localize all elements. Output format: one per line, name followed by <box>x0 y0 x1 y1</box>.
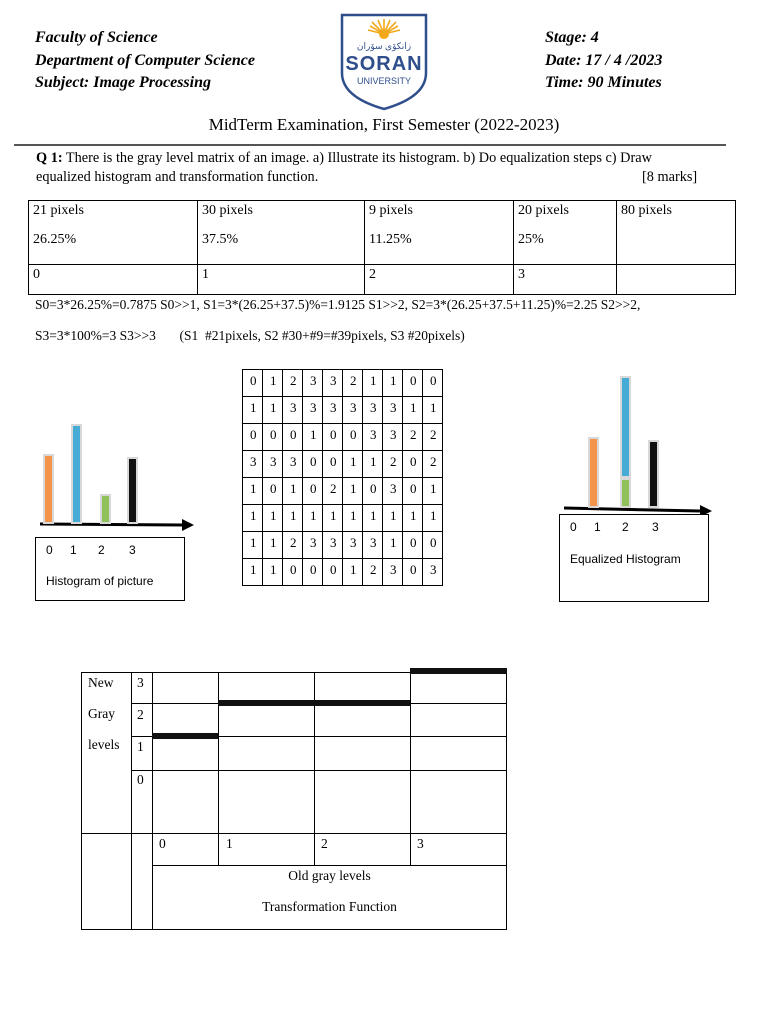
matrix-cell: 3 <box>383 478 403 505</box>
header-left <box>35 27 255 95</box>
matrix-cell: 1 <box>343 559 363 586</box>
histogram-bar-0 <box>43 454 54 524</box>
matrix-cell: 3 <box>363 532 383 559</box>
x-axis-title: Old gray levels <box>288 868 371 883</box>
matrix-cell: 1 <box>243 559 263 586</box>
matrix-cell: 3 <box>383 397 403 424</box>
matrix-cell: 0 <box>403 532 423 559</box>
transformation-caption: Transformation Function <box>262 899 397 914</box>
equalized-caption: Equalized Histogram <box>570 552 681 566</box>
histogram-table <box>28 200 736 295</box>
gray-level-matrix <box>242 369 443 586</box>
matrix-cell: 0 <box>263 424 283 451</box>
header-right <box>545 27 662 95</box>
matrix-cell: 3 <box>323 397 343 424</box>
matrix-cell: 3 <box>363 424 383 451</box>
stage-line: Stage: 4 <box>545 29 599 46</box>
matrix-cell: 2 <box>423 424 443 451</box>
matrix-cell: 2 <box>423 451 443 478</box>
y-title-new: New <box>88 675 114 690</box>
matrix-row <box>243 478 443 505</box>
matrix-cell: 0 <box>283 424 303 451</box>
transformation-function <box>81 672 507 930</box>
transformation-segment-1 <box>218 700 314 706</box>
x-level-0: 0 <box>159 836 166 851</box>
matrix-cell: 2 <box>383 451 403 478</box>
matrix-row <box>243 532 443 559</box>
matrix-cell: 1 <box>263 559 283 586</box>
title-divider <box>14 144 726 146</box>
y-level-1: 1 <box>137 739 144 754</box>
calc-line-2: S3=3*100%=3 S3>>3 (S1 #21pixels, S2 #30+#9=#39pixels, S3 #20pixels) <box>35 328 465 343</box>
equalized-bar-1 <box>588 437 599 508</box>
matrix-cell: 0 <box>303 559 323 586</box>
table-cell: 2 <box>365 265 514 295</box>
matrix-cell: 1 <box>383 370 403 397</box>
matrix-cell: 3 <box>283 451 303 478</box>
matrix-cell: 1 <box>423 478 443 505</box>
x-level-2: 2 <box>321 836 328 851</box>
matrix-cell: 3 <box>343 532 363 559</box>
matrix-cell: 1 <box>243 532 263 559</box>
matrix-cell: 3 <box>383 559 403 586</box>
y-level-0: 0 <box>137 772 144 787</box>
question-line2: equalized histogram and transformation function. <box>36 169 319 185</box>
equalized-bar-3 <box>648 440 659 508</box>
matrix-cell: 1 <box>263 370 283 397</box>
y-level-3: 3 <box>137 675 144 690</box>
matrix-cell: 0 <box>323 424 343 451</box>
exam-title: MidTerm Examination, First Semester (2022-2023) <box>208 115 560 134</box>
matrix-cell: 1 <box>403 505 423 532</box>
date-line: Date: 17 / 4 /2023 <box>545 51 663 69</box>
subject-line: Subject: Image Processing <box>35 74 211 91</box>
matrix-cell: 1 <box>243 505 263 532</box>
matrix-cell: 2 <box>403 424 423 451</box>
university-logo <box>339 13 429 111</box>
matrix-cell: 2 <box>323 478 343 505</box>
table-cell: 30 pixels 37.5% <box>198 201 365 265</box>
matrix-cell: 0 <box>303 478 323 505</box>
matrix-cell: 1 <box>303 505 323 532</box>
matrix-cell: 1 <box>263 397 283 424</box>
matrix-cell: 3 <box>303 370 323 397</box>
matrix-cell: 0 <box>403 451 423 478</box>
table-cell: 0 <box>29 265 198 295</box>
table-cell <box>617 265 736 295</box>
matrix-cell: 1 <box>263 505 283 532</box>
table-cell: 3 <box>514 265 617 295</box>
table-cell: 80 pixels <box>617 201 736 265</box>
matrix-cell: 1 <box>363 451 383 478</box>
transformation-segment-3 <box>410 668 507 674</box>
matrix-cell: 3 <box>303 532 323 559</box>
matrix-cell: 3 <box>283 397 303 424</box>
matrix-cell: 0 <box>343 424 363 451</box>
matrix-cell: 1 <box>423 397 443 424</box>
matrix-cell: 0 <box>403 370 423 397</box>
y-title-levels: levels <box>88 737 120 752</box>
matrix-cell: 1 <box>343 451 363 478</box>
table-row <box>29 201 736 265</box>
transformation-segment-0 <box>152 733 218 739</box>
equalized-bar-2-upper <box>620 376 631 478</box>
matrix-row <box>243 505 443 532</box>
table-row <box>29 265 736 295</box>
question-label: Q 1: <box>36 150 63 166</box>
logo-subname: UNIVERSITY <box>356 76 411 86</box>
equalized-bar-2-lower <box>620 478 631 508</box>
matrix-cell: 0 <box>323 451 343 478</box>
matrix-cell: 0 <box>363 478 383 505</box>
faculty-line: Faculty of Science <box>35 29 158 46</box>
matrix-cell: 2 <box>363 559 383 586</box>
matrix-cell: 1 <box>243 478 263 505</box>
histogram-bar-3 <box>127 457 138 524</box>
matrix-cell: 1 <box>283 478 303 505</box>
equalized-histogram <box>560 370 730 520</box>
matrix-cell: 3 <box>323 370 343 397</box>
matrix-cell: 3 <box>343 397 363 424</box>
time-line: Time: 90 Minutes <box>545 74 662 91</box>
matrix-cell: 1 <box>283 505 303 532</box>
matrix-cell: 0 <box>283 559 303 586</box>
histogram-bar-1 <box>71 424 82 524</box>
matrix-cell: 3 <box>363 397 383 424</box>
matrix-cell: 0 <box>323 559 343 586</box>
matrix-cell: 1 <box>323 505 343 532</box>
matrix-cell: 2 <box>283 532 303 559</box>
question-marks: [8 marks] <box>642 169 698 185</box>
table-cell: 21 pixels 26.25% <box>29 201 198 265</box>
matrix-cell: 3 <box>303 397 323 424</box>
matrix-cell: 3 <box>243 451 263 478</box>
y-title-gray: Gray <box>88 706 115 721</box>
transformation-segment-2 <box>314 700 410 706</box>
table-cell: 20 pixels 25% <box>514 201 617 265</box>
y-level-2: 2 <box>137 707 144 722</box>
matrix-cell: 1 <box>263 532 283 559</box>
matrix-cell: 2 <box>283 370 303 397</box>
matrix-cell: 3 <box>383 424 403 451</box>
matrix-row <box>243 559 443 586</box>
original-histogram <box>30 380 200 540</box>
department-line: Department of Computer Science <box>35 51 255 69</box>
histogram-bar-2 <box>100 494 111 524</box>
histogram-caption-box: 0 1 2 3 Histogram of picture <box>35 537 185 601</box>
equalized-caption-box: 0 1 2 3 Equalized Histogram <box>559 514 709 602</box>
matrix-cell: 1 <box>363 505 383 532</box>
table-cell: 9 pixels 11.25% <box>365 201 514 265</box>
matrix-row <box>243 397 443 424</box>
matrix-cell: 1 <box>343 478 363 505</box>
matrix-cell: 0 <box>423 370 443 397</box>
x-level-3: 3 <box>417 836 424 851</box>
matrix-cell: 0 <box>423 532 443 559</box>
matrix-cell: 0 <box>303 451 323 478</box>
matrix-cell: 0 <box>243 424 263 451</box>
matrix-cell: 1 <box>383 505 403 532</box>
matrix-cell: 1 <box>423 505 443 532</box>
matrix-cell: 3 <box>263 451 283 478</box>
question-line1: There is the gray level matrix of an image. a) Illustrate its histogram. b) Do equalization steps c) Draw <box>62 150 652 166</box>
matrix-row <box>243 451 443 478</box>
histogram-axis <box>30 380 200 540</box>
histogram-caption: Histogram of picture <box>46 574 154 588</box>
matrix-cell: 0 <box>403 559 423 586</box>
matrix-cell: 0 <box>263 478 283 505</box>
table-cell: 1 <box>198 265 365 295</box>
matrix-cell: 0 <box>243 370 263 397</box>
logo-arabic-text: زانكۆی سۆران <box>356 41 412 51</box>
x-level-1: 1 <box>226 836 233 851</box>
matrix-cell: 3 <box>423 559 443 586</box>
calc-line-1: S0=3*26.25%=0.7875 S0>>1, S1=3*(26.25+37.5)%=1.9125 S1>>2, S2=3*(26.25+37.5+11.25)%=2.25 S2>>2, <box>35 297 641 312</box>
logo-name: SORAN <box>345 53 423 75</box>
equalized-histogram-axis <box>560 370 730 520</box>
matrix-cell: 3 <box>323 532 343 559</box>
matrix-cell: 1 <box>403 397 423 424</box>
matrix-row <box>243 370 443 397</box>
matrix-row <box>243 424 443 451</box>
matrix-cell: 1 <box>383 532 403 559</box>
matrix-cell: 1 <box>243 397 263 424</box>
matrix-cell: 1 <box>363 370 383 397</box>
matrix-cell: 2 <box>343 370 363 397</box>
matrix-cell: 1 <box>343 505 363 532</box>
question-text <box>36 149 716 168</box>
matrix-cell: 1 <box>303 424 323 451</box>
matrix-cell: 0 <box>403 478 423 505</box>
